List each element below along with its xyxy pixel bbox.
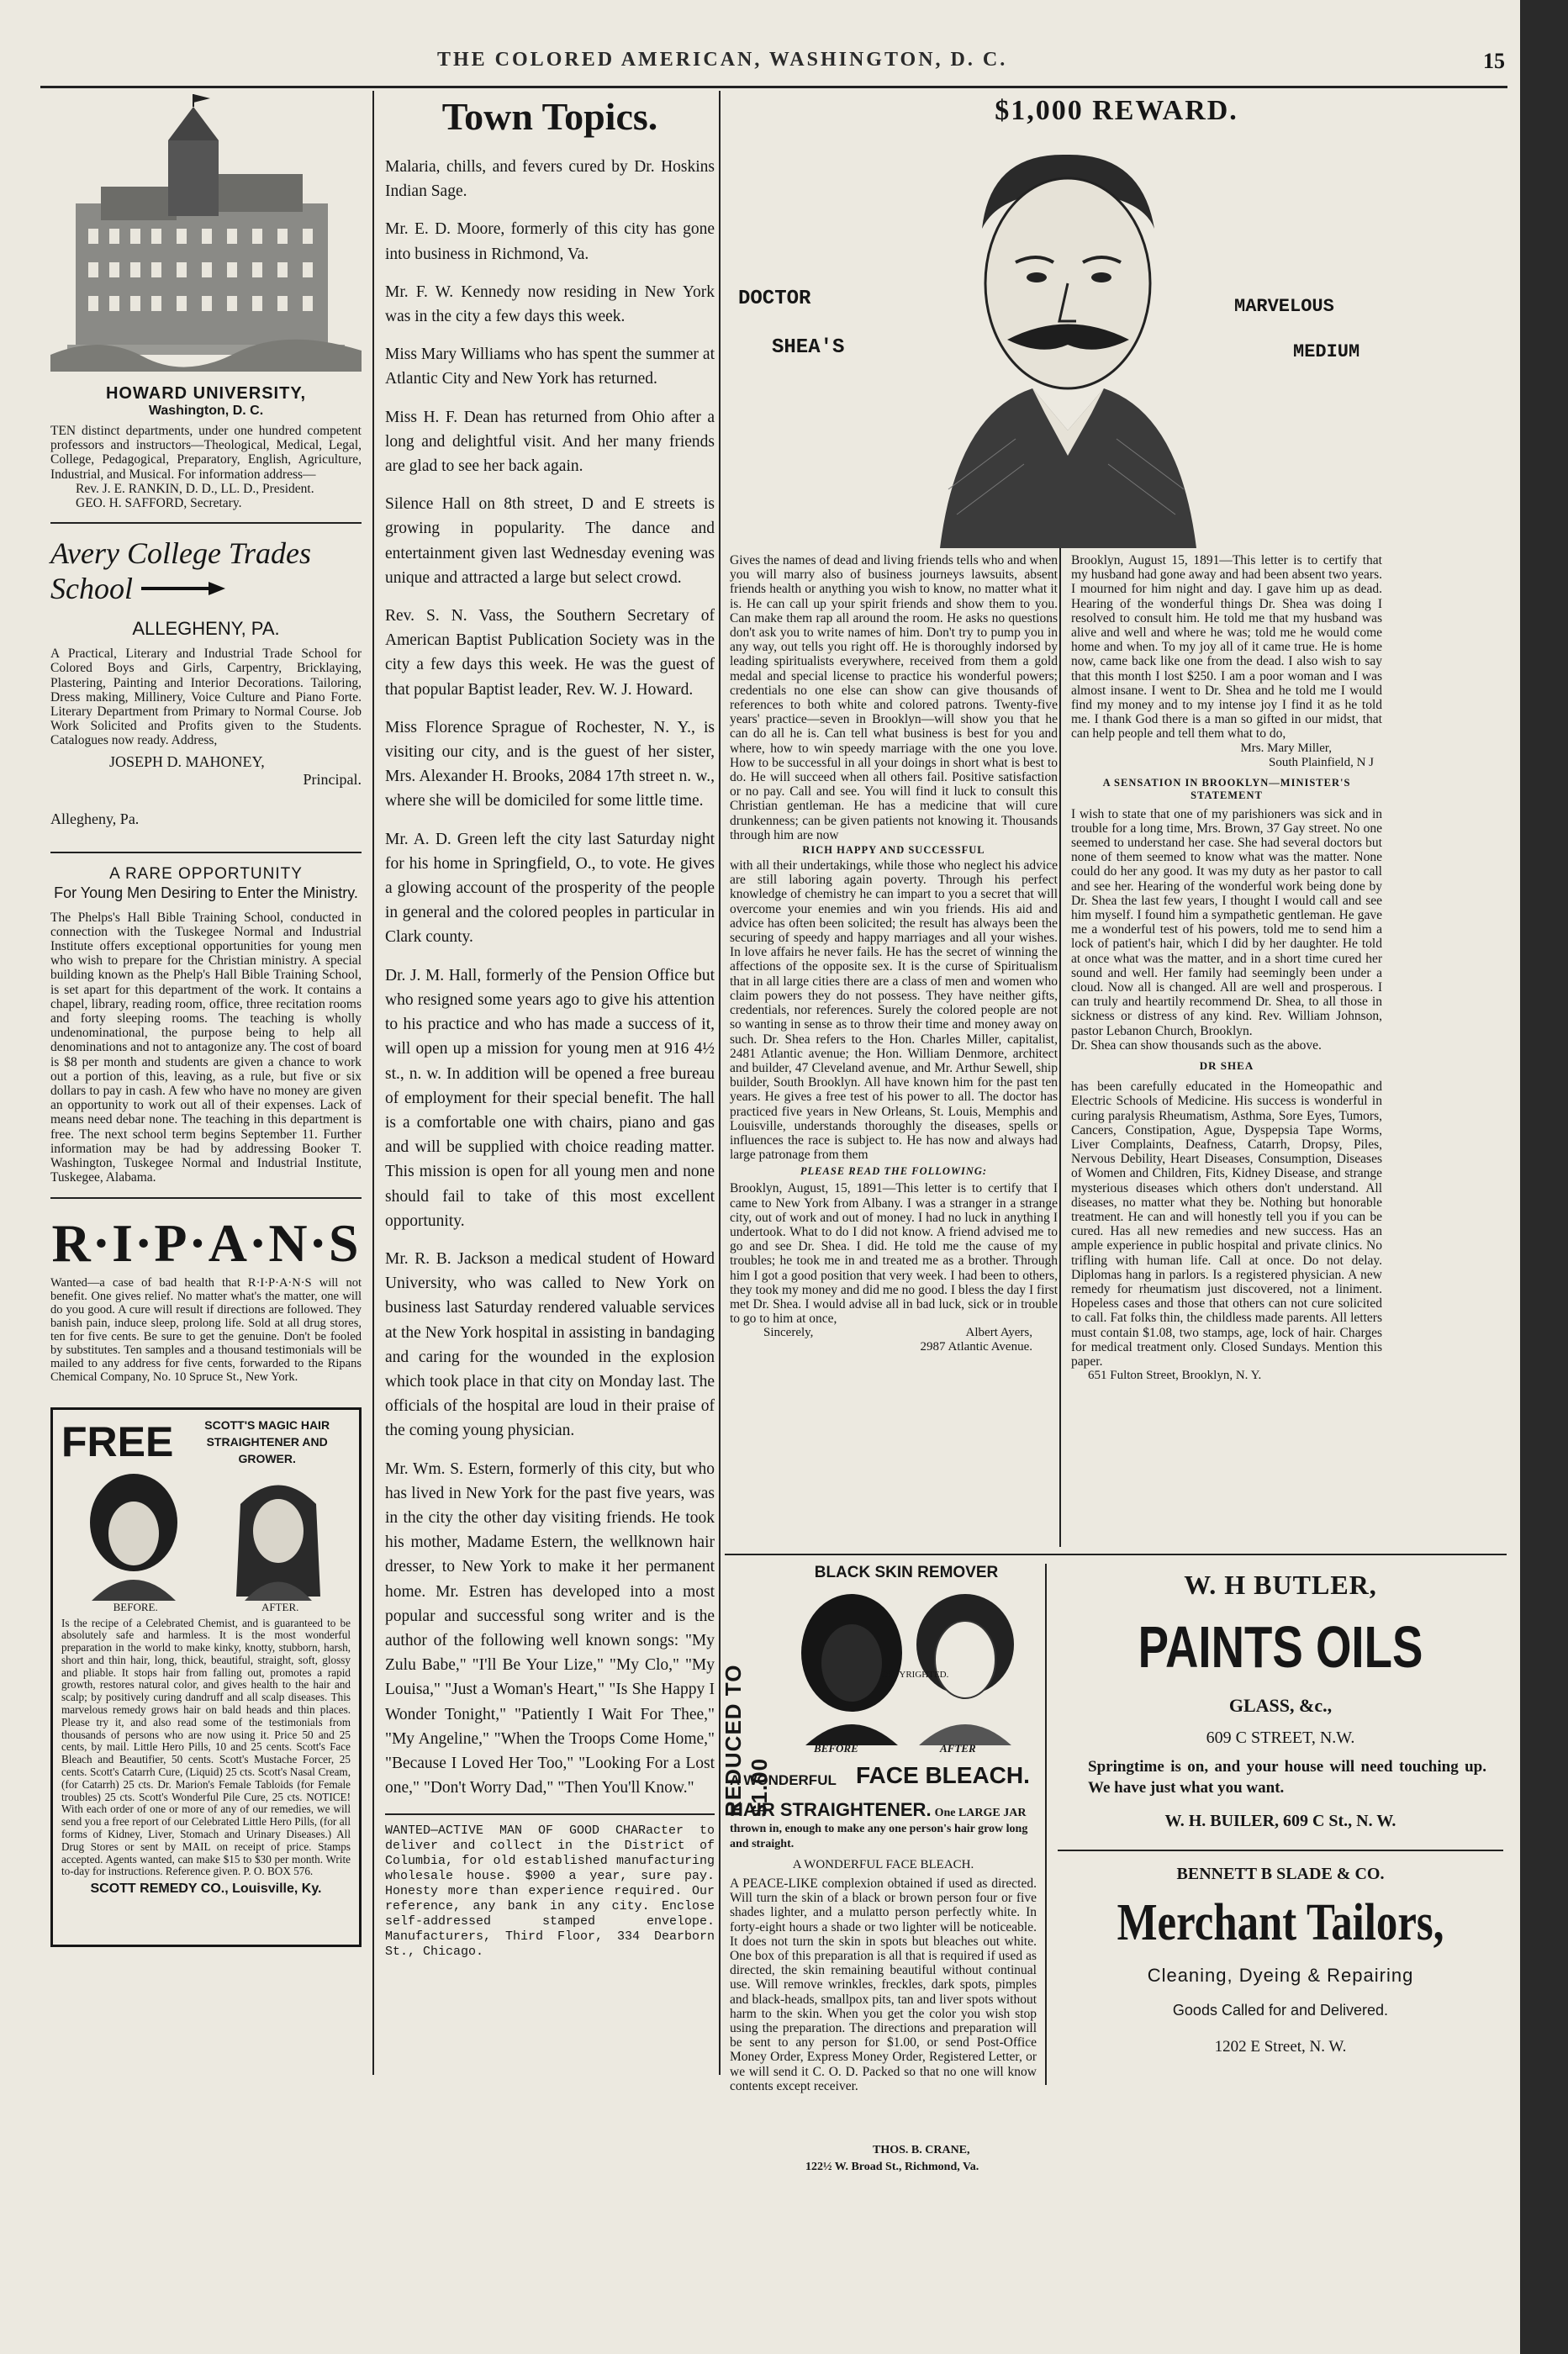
slade-headline: Merchant Tailors, <box>1117 1894 1444 1951</box>
newspaper-title: THE COLORED AMERICAN, WASHINGTON, D. C. <box>437 49 1008 71</box>
bleach-signature: THOS. B. CRANE, <box>873 2144 970 2156</box>
butler-footer: W. H. BUILER, 609 C St., N. W. <box>1164 1812 1396 1830</box>
howard-secretary: GEO. H. SAFFORD, Secretary. <box>76 496 242 511</box>
news-item: Mr. R. B. Jackson a medical student of Howard University, who was called to New York on business last Saturday rendered valuable services at the New York hospital in assisting in bandaging and caring for the wounded in the explosion which took place in that city on Monday last. The officials of the hospital are loud in their praise of the coming young physician. <box>385 1249 715 1440</box>
letter-sig-name: Albert Ayers, <box>965 1326 1032 1340</box>
ripans-body: Wanted—a case of bad health that R·I·P·A·N·S will not benefit. One gives relief. No matter what's the matter, one will do you good. A cure will result if directions are followed. They banish pain, induce sleep, prolong life. Sold at all drug stores, ten for five cents. Be sure to get the genuine. Don't be fooled by substitutes. Ten samples and a thousand testimonials will be mailed to any address for five cents, forwarded to the Ripans Chemical Company, No. 10 Spruce St., New York. <box>50 1275 362 1384</box>
phelps-subtitle: For Young Men Desiring to Enter the Ministry. <box>54 884 358 901</box>
reward-label-doctor: DOCTOR <box>738 288 811 310</box>
separator <box>385 1813 715 1815</box>
separator <box>50 522 362 524</box>
news-item: Rev. S. N. Vass, the Southern Secretary of American Baptist Publication Society was in the city a few days this week. He was the guest of that popular Baptist leader, Rev. W. J. Howard. <box>385 607 715 699</box>
bleach-faces-icon <box>780 1586 1032 1745</box>
header-rule <box>40 86 1507 88</box>
howard-president: Rev. J. E. RANKIN, D. D., LL. D., President. <box>76 481 314 496</box>
reward-label-medium: MEDIUM <box>1293 341 1360 362</box>
drshea-heading: DR SHEA <box>1199 1059 1254 1073</box>
town-topics-heading: Town Topics. <box>441 95 658 138</box>
arrow-icon <box>141 580 225 597</box>
separator <box>50 852 362 853</box>
news-item: Miss H. F. Dean has returned from Ohio after a long and delightful visit. And her many friends are glad to see her back again. <box>385 408 715 476</box>
sensation-body: I wish to state that one of my parishioners was sick and in trouble for a long time, Mrs. Brown, 37 Gay street. No one seemed to understand her case. She had several doctors but none of them seemed to know what was the matter. None could do her any good. It was my duty as her pastor to call and see her. Hearing of the wonderful work being done by Dr. Shea the last few years, I thought I would call and see him myself. I found him a sympathetic gentleman. He gave me a wonderful test of his powers, told me to send him a lock of patient's hair, which I did by her daughter. He told at once what was the matter, and in a short time cured her sound and well. Her family had seemingly been under a cloud. Now all is changed. All are well and prosperous. I can truly and heartily recommend Dr. Shea, to all those in sickness or distress of any kind. Rev. William Johnson, pastor Lebanon Church, Brooklyn. <box>1071 806 1382 1038</box>
ripans-title: R·I·P·A·N·S <box>51 1212 361 1273</box>
sensation-body-2: Dr. Shea can show thousands such as the above. <box>1071 1037 1322 1053</box>
avery-city: ALLEGHENY, PA. <box>132 618 280 640</box>
read-heading: PLEASE READ THE FOLLOWING: <box>800 1165 988 1178</box>
howard-university-ad <box>50 94 362 510</box>
bleach-subhead: A WONDERFUL FACE BLEACH. <box>792 1858 974 1871</box>
separator <box>1058 1850 1503 1851</box>
letter-sig-address: 2987 Atlantic Avenue. <box>920 1340 1032 1354</box>
butler-body: Springtime is on, and your house will need touching up. We have just what you want. <box>1088 1758 1486 1797</box>
avery-body: A Practical, Literary and Industrial Trade School for Colored Boys and Girls, Carpentry, Bricklaying, Plastering, Painting and Interior Decorations. Tailoring, Dress making, Millinery, Voice Culture and Piano Forte. Literary Department from Primary to Normal Course. Job Work Solicited and Profits given to the Students. Catalogues now ready. Address, <box>50 647 362 748</box>
portrait-before-icon <box>75 1470 193 1601</box>
scott-body: Is the recipe of a Celebrated Chemist, and is guaranteed to be absolutely safe and harmless. It is the most wonderful preparation in the world to make kinky, knotty, stubborn, harsh, short and thin hair, long, thick, beautiful, straight, soft, glossy and pliable. It stops hair from falling out, promotes a rapid growth, restores natural color, and gives health to the hair and scalp; by positively curing dandruff and all scalp diseases. This marvelous remedy grows hair on bald heads and thin places. Please try it, and also read some of the testimonials from thousands of persons who are now using it. Price 50 and 25 cents, by mail. Little Hero Pills, 10 and 25 cents. Scott's Face Bleach and Beautifier, 50 cents. Scott's Mustache Forcer, 25 cents. Scott's Catarrh Cure, (Liquid) 25 cts. Scott's Nasal Cream, (for Catarrh) 25 cts. Dr. Marion's Female Tabloids (for Female troubles) 25 cts. Scott's Wonderful Pile Cure, 25 cts. NOTICE! With each order of one or more of any of our remedies, we will send you a free report of our Celebrated Little Hero Pills, (for all forms of Kidney, Liver, Stomach and Urinary Diseases.) All Drug Stores or sent by MAIL on receipt of price. Stamps accepted. Agents wanted, can make $15 to $30 per month. Write to-day for instructions. Reference given. P. O. BOX 576. <box>61 1616 351 1878</box>
slade-address: 1202 E Street, N. W. <box>1214 2038 1347 2056</box>
butler-headline: PAINTS OILS <box>1138 1614 1423 1680</box>
avery-place: Allegheny, Pa. <box>50 810 140 827</box>
phelps-hall-ad <box>50 865 362 1185</box>
slade-delivered: Goods Called for and Delivered. <box>1172 2002 1389 2019</box>
separator <box>50 1197 362 1199</box>
bleach-copyright: COPYRIGHTED. <box>881 1670 949 1680</box>
shea-reward-ad <box>730 94 1503 1383</box>
phelps-body: The Phelps's Hall Bible Training School, conducted in connection with the Tuskegee Normal and Industrial Institute offers exceptional opportunities for young men who wish to prepare for the Christian ministry. A special building known as the Phelp's Hall Bible Training School, is set apart for this department of the work. It contains a chapel, library, reading room, office, three recitation rooms and forty sleeping rooms. The teaching is wholly undenominational, the purpose being to help all denominations and not to antagonize any. The cost of board is $8 per month and students are given a chance to work out a portion of this, leaving, as a rule, but five or six dollars to pay in cash. A few who have no money are given an opportunity to work out all of their expenses. Lack of means need debar none. The teaching in this department is free. The next school term begins September 11. Further information may be had by addressing Booker T. Washington, Tuskegee Normal and Industrial Institute, Tuskegee, Alabama. <box>50 910 362 1185</box>
news-item: Malaria, chills, and fevers cured by Dr. Hoskins Indian Sage. <box>385 158 715 201</box>
right-sig-name: Mrs. Mary Miller, <box>1240 741 1332 755</box>
news-item: Silence Hall on 8th street, D and E streets is growing in popularity. The dance and entertainment given last Wednesday evening was unique and attracted a large but select crowd. <box>385 495 715 587</box>
bleach-address: 122½ W. Broad St., Richmond, Va. <box>805 2161 979 2173</box>
news-item: Miss Florence Sprague of Rochester, N. Y., is visiting our city, and is the guest of her sister, Mrs. Alexander H. Brooks, 2084 17th street n. w., where she will be domiciled for some little time. <box>385 718 715 810</box>
page-number: 15 <box>1483 49 1505 73</box>
news-item: Miss Mary Williams who has spent the summer at Atlantic City and New York has returned. <box>385 346 715 388</box>
letter-body: Brooklyn, August, 15, 1891—This letter is to certify that I came to New York from Albany. I was a stranger in a strange city, out of work and out of money. I had no luck in anything I undertook. What to do I did not know. A friend advised me to go and see Dr. Shea. I did. He told me the cause of my troubles; he took me in and treated me as a brother. Through him I got a good position that very week. I had been to others, they took my money and did me no good. I bless the day I first met Dr. Shea. I would advise all in bad luck, sick or in trouble to go to him at once, <box>730 1181 1058 1327</box>
news-item: Mr. F. W. Kennedy now residing in New York was in the city a few days this week. <box>385 282 715 326</box>
reward-right-body: Brooklyn, August 15, 1891—This letter is to certify that my husband had gone away and had been absent two years. I mourned for him night and day. I gave him up as dead. Hearing of the wonderful things Dr. Shea was doing I resolved to consult him. He told me that my husband was alive and well and where he was; told me he would come home and when. To my joy all of it came true. He is home now, came back like one from the dead. I also wish to say that this month I lost $250. I am a poor woman and I was almost insane. I went to Dr. Shea and he told me I would find my money and to my intense joy I find it as he told me. I thank God there is a man so gifted in our midst, that can help people and tell them what to do, <box>1071 553 1382 742</box>
news-item: Mr. E. D. Moore, formerly of this city has gone into business in Richmond, Va. <box>385 220 715 263</box>
letter-sig-sincerely: Sincerely, <box>763 1326 814 1340</box>
butler-and-slade-ads <box>1058 1570 1503 2200</box>
phelps-title: A RARE OPPORTUNITY <box>109 864 303 883</box>
butler-glass: GLASS, &c., <box>1228 1695 1333 1716</box>
scott-free: FREE <box>61 1417 174 1465</box>
building-illustration-icon <box>50 94 362 372</box>
avery-role: Principal. <box>303 770 362 788</box>
butler-street: 609 C STREET, N.W. <box>1206 1729 1355 1747</box>
news-item: Mr. A. D. Green left the city last Saturday night for his home in Springfield, O., to vote. He gives a glowing account of the prosperity of the people in general and the colored peoples in particular in Clark county. <box>385 830 715 947</box>
slade-services: Cleaning, Dyeing & Repairing <box>1147 1965 1414 1986</box>
column-rule-1 <box>372 91 374 2075</box>
sensation-heading: A SENSATION IN BROOKLYN—MINISTER'S STATEMENT <box>1102 776 1351 801</box>
reward-left-body: Gives the names of dead and living friends tells who and when you will marry also of business journeys lawsuits, absent friends health or anything you wish to know, no matter what it is. He can call up your spirit friends and show them to you. Can make them rap all around the room. He asks no questions don't ask you to write names of him. Don't try to pump you in any way, out tells you right off. He is thoroughly indorsed by leading spiritualists everywhere, received from them a gold medal and special license to practice his wonderful powers; credentials no one else can show can give thousands of references to both white and colored patrons. Twenty-five years' practice—seven in Brooklyn—will show you that he can do all he is. Can tell what business is best for you and where, how to win speedy marriage with the one you love. How to be successful in all your doings in short what is best to do. He will succeed when all others fail. Positive satisfaction or no pay. Call and see. You will find it luck to consult this Christian gentleman. He has a medicine that will cure drunkenness; can be given patients not knowing it. Thousands through him are now <box>730 553 1058 842</box>
bleach-vertical-price: REDUCED TO $1.00 <box>721 1664 772 1817</box>
howard-title: HOWARD UNIVERSITY, <box>105 384 307 403</box>
bleach-before: BEFORE <box>814 1742 858 1755</box>
avery-contact: JOSEPH D. MAHONEY, <box>109 752 265 770</box>
avery-title-2: School <box>50 572 133 606</box>
reward-left-body-2: with all their undertakings, while those who neglect his advice are still laboring again poverty. Through his perfect knowledge of chemistry he can impart to you a secret that will overcome your enemies and win you friends. His aid and advice has often been solicited; the result has always been the securing of speedy and happy marriages and all your wishes. In love affairs he never fails. He has the secret of winning the affections of the opposite sex. It is the curse of Spiritualism that in all large cities there are a class of men and women who claim powers they do not possess. They have neither gifts, credentials, nor references. Surely the colored people are not so wanting in sense as to throw their time and money away on such. Dr. Shea refers to the Hon. Charles Miller, capitalist, 2481 Atlantic avenue; the Hon. William Denmore, architect and builder, 47 Cleveland avenue, and Mr. Arthur Sewell, ship builder, South Brooklyn. All have known him for the past ten years. He gives a free test of his power to all. The doctor has practiced five years in New Orleans, St. Louis, Memphis and Louisville, understands thoroughly the diseases, spells or influences the race is subject to. He has now and always had large patronage from them <box>730 858 1058 1163</box>
news-item: Mr. Wm. S. Estern, formerly of this city, but who has lived in New York for the past five years, was in the city the other day visiting friends. He took his mother, Madame Estern, the wellknown hair dresser, to New York to make it her permanent home. Mr. Estren has developed into a most popular and successful song writer and is the author of the following well known songs: "My Zulu Babe," "I'll Be Your Lize," "My Clo," "My Louisa," "Just a Woman's Heart," "Is She Happy I Wonder Tonight," "Patiently I Wait For Thee," "My Angeline," "When the Troops Come Home," "Because I Loved Her Too," "Looking For a Lost one," "Don't Worry Dad," "Then You'll Know." <box>385 1459 715 1797</box>
slade-name: BENNETT B SLADE & CO. <box>1176 1865 1385 1883</box>
reward-label-sheas: SHEA'S <box>772 336 845 359</box>
scott-company: SCOTT REMEDY CO., Louisville, Ky. <box>90 1882 322 1897</box>
column-3 <box>721 94 1503 2196</box>
right-sig-place: South Plainfield, N J <box>1268 755 1374 769</box>
howard-location: Washington, D. C. <box>148 404 264 418</box>
binding-edge <box>1520 0 1568 2354</box>
face-bleach-ad <box>721 1564 1037 2203</box>
scott-headline: SCOTT'S MAGIC HAIR STRAIGHTENER AND GROWER. <box>204 1417 330 1465</box>
column-1 <box>50 94 362 2196</box>
hair-label: HAIR STRAIGHTENER. <box>730 1799 932 1820</box>
scott-hair-ad <box>50 1407 362 1947</box>
avery-college-ad <box>50 536 362 827</box>
avery-title-1: Avery College Trades <box>50 536 311 571</box>
bleach-title: BLACK SKIN REMOVER <box>814 1564 999 1581</box>
drshea-body: has been carefully educated in the Homeopathic and Electric Schools of Medicine. His success is wonderful in curing paralysis Rheumatism, Asthma, Sore Eyes, Tumors, Cancers, Constipation, Ague, Dyspepsia Tape Worms, Liver Complaints, Deafness, Catarrh, Dropsy, Piles, Nervous Debility, Heart Diseases, Consumption, Diseases of Women and Children, Fits, Kidney Disease, and strange mysterious diseases which others don't understand. All diseases, no matter what they be. Nothing but honorable treatment. He can and will honestly tell you if you can be cured. Has all new remedies and new success. Has an ample experience in public hospital and private clinics. No trifling with human life. Call at once. Do not delay. Diplomas hang in parlors. Is a registered physician. A new remedy for rheumatism just discovered, not a liniment. Hopeless cases and those that others can not cure solicited to call. Fat folks thin, the childless made parents. All letters must contain $1.08, two stamps, age, lock of hair. Charges for medical treatment only. Closed Sundays. Mention this paper. <box>1071 1079 1382 1369</box>
reward-label-marvelous: MARVELOUS <box>1234 296 1334 317</box>
ripans-ad <box>50 1211 362 1384</box>
reward-title: $1,000 REWARD. <box>995 95 1238 126</box>
rich-heading: RICH HAPPY AND SUCCESSFUL <box>802 844 985 857</box>
hair-desc: One LARGE JAR thrown in, enough to make any one person's hair grow long and straight. <box>730 1807 1028 1850</box>
doctor-portrait-icon <box>915 136 1217 548</box>
bleach-headline-2: FACE BLEACH. <box>856 1762 1030 1788</box>
portrait-after-icon <box>219 1470 337 1601</box>
news-item: Dr. J. M. Hall, formerly of the Pension Office but who resigned some years ago to give his attention to his practice and who has made a success of it, will open up a mission for young men at 916 4½ st., n. w. In addition will be opened a free bureau of employment for their special benefit. The hall is a comfortable one with chairs, piano and gas and will be supplied with choice reading matter. This mission is open for all young men and none should fail to take of this most excellent opportunity. <box>385 966 715 1230</box>
bleach-after: AFTER <box>940 1742 976 1755</box>
drshea-address: 651 Fulton Street, Brooklyn, N. Y. <box>1088 1369 1262 1383</box>
column-2-town-topics <box>385 94 715 2196</box>
bleach-headline-1: A WONDERFUL <box>730 1772 837 1788</box>
masthead <box>42 45 1505 79</box>
bleach-body: A PEACE-LIKE complexion obtained if used as directed. Will turn the skin of a black or brown person four or five shades lighter, and a mulatto person perfectly white. In forty-eight hours a shade or two lighter will be noticeable. It does not turn the skin in spots but bleaches out white. One box of this preparation is all that is required if used as directed, the skin remaining beautiful without continual use. Will remove wrinkles, freckles, dark spots, pimples and black-heads, smallpox pits, tan and liver spots without harm to the skin. When you get the color you wish stop using the preparation. The directions and preparation will be sent to any person for $1.00, or send Post-Office Money Order, Express Money Order, Registered Letter, or we will send it C. O. D. Packed so that no one will know contents except receiver. <box>730 1876 1037 2093</box>
wanted-ad: WANTED—ACTIVE MAN OF GOOD CHARacter to deliver and collect in the District of Columbia, for old established manufacturing wholesale house. $900 a year, sure pay. Honesty more than experience required. Our reference, any bank in any city. Enclose self-addressed stamped envelope. Manufacturers, Third Floor, 334 Dearborn St., Chicago. <box>385 1824 715 1960</box>
howard-body: TEN distinct departments, under one hundred competent professors and instructors—Theological, Medical, Legal, College, Pedagogical, Preparatory, English, Agriculture, Industrial, and Musical. For information address— <box>50 424 362 482</box>
butler-name: W. H BUTLER, <box>1184 1570 1377 1600</box>
scott-before-label: BEFORE. <box>113 1600 158 1613</box>
scott-after-label: AFTER. <box>261 1600 299 1613</box>
